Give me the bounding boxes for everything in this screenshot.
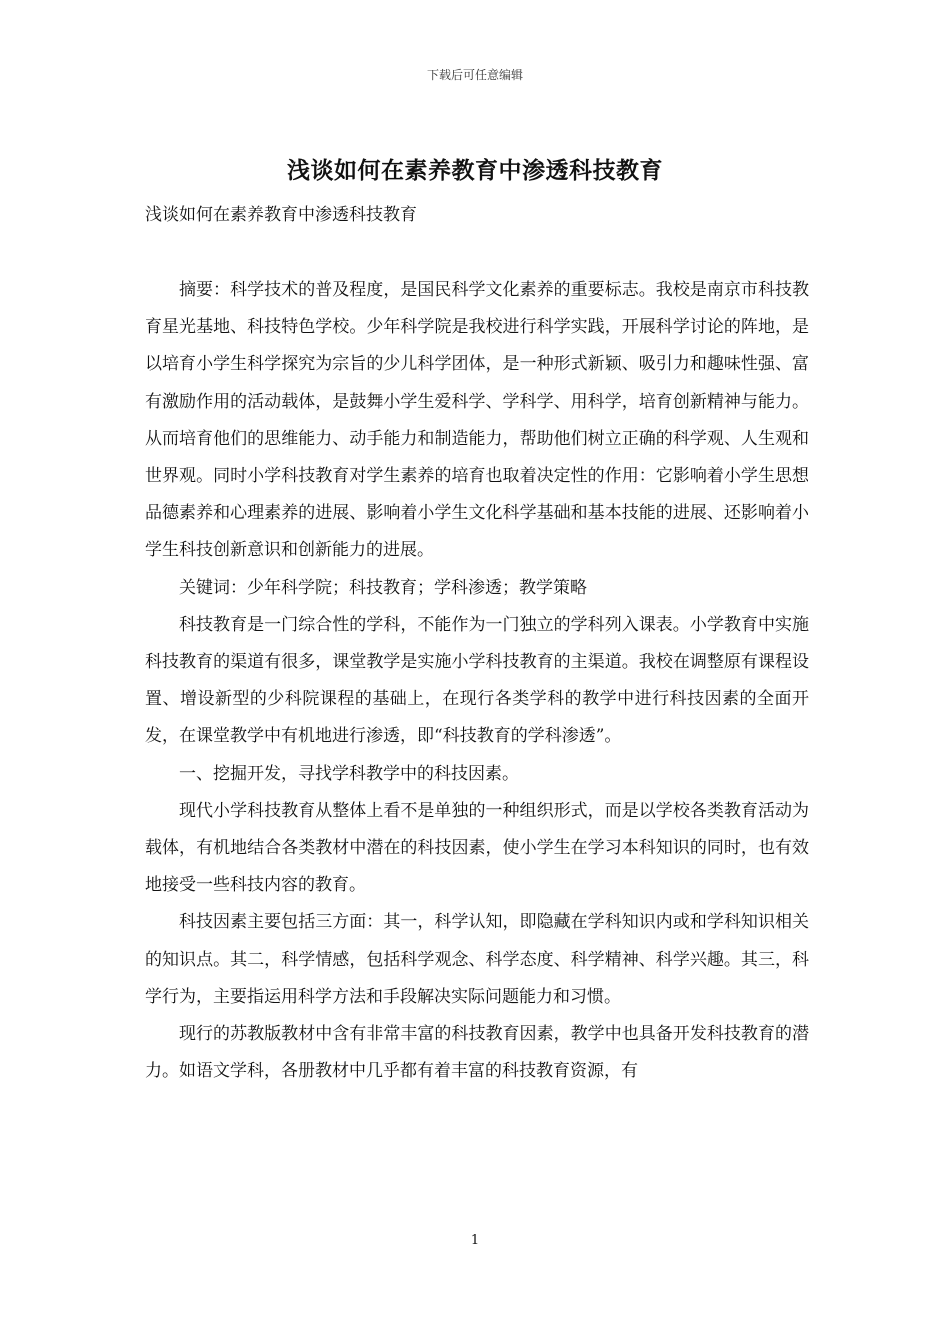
body-paragraph: 现行的苏教版教材中含有非常丰富的科技教育因素，教学中也具备开发科技教育的潜力。如语文学科，各册教材中几乎都有着丰富的科技教育资源，有 bbox=[145, 1024, 809, 1082]
document-subtitle: 浅谈如何在素养教育中渗透科技教育 bbox=[145, 205, 417, 225]
abstract-paragraph: 摘要：科学技术的普及程度，是国民科学文化素养的重要标志。我校是南京市科技教育星光基地、科技特色学校。少年科学院是我校进行科学实践，开展科学讨论的阵地，是以培育小学生科学探究为宗旨的少儿科学团体，是一种形式新颖、吸引力和趣味性强、富有激励作用的活动载体，是鼓舞小学生爱科学、学科学、用科学，培育创新精神与能力。从而培育他们的思维能力、动手能力和制造能力，帮助他们树立正确的科学观、人生观和世界观。同时小学科技教育对学生素养的培育也取着决定性的作用：它影响着小学生思想品德素养和心理素养的进展、影响着小学生文化科学基础和基本技能的进展、还影响着小学生科技创新意识和创新能力的进展。 bbox=[145, 280, 809, 561]
keywords-paragraph: 关键词：少年科学院；科技教育；学科渗透；教学策略 bbox=[179, 577, 587, 598]
document-title: 浅谈如何在素养教育中渗透科技教育 bbox=[287, 157, 663, 184]
header-note: 下载后可任意编辑 bbox=[426, 68, 523, 82]
body-paragraph: 科技因素主要包括三方面：其一，科学认知，即隐藏在学科知识内或和学科知识相关的知识点。其二，科学情感，包括科学观念、科学态度、科学精神、科学兴趣。其三，科学行为，主要指运用科学方法和手段解决实际问题能力和习惯。 bbox=[145, 912, 809, 1007]
body-paragraph: 现代小学科技教育从整体上看不是单独的一种组织形式，而是以学校各类教育活动为载体，有机地结合各类教材中潜在的科技因素，使小学生在学习本科知识的同时，也有效地接受一些科技内容的教育。 bbox=[145, 800, 809, 896]
section-heading: 一、挖掘开发，寻找学科教学中的科技因素。 bbox=[179, 763, 519, 784]
page-number: 1 bbox=[470, 1233, 480, 1248]
document-body bbox=[145, 272, 809, 1090]
body-paragraph: 科技教育是一门综合性的学科，不能作为一门独立的学科列入课表。小学教育中实施科技教育的渠道有很多，课堂教学是实施小学科技教育的主渠道。我校在调整原有课程设置、增设新型的少科院课程的基础上，在现行各类学科的教学中进行科技因素的全面开发，在课堂教学中有机地进行渗透，即“科技教育的学科渗透”。 bbox=[145, 614, 809, 747]
